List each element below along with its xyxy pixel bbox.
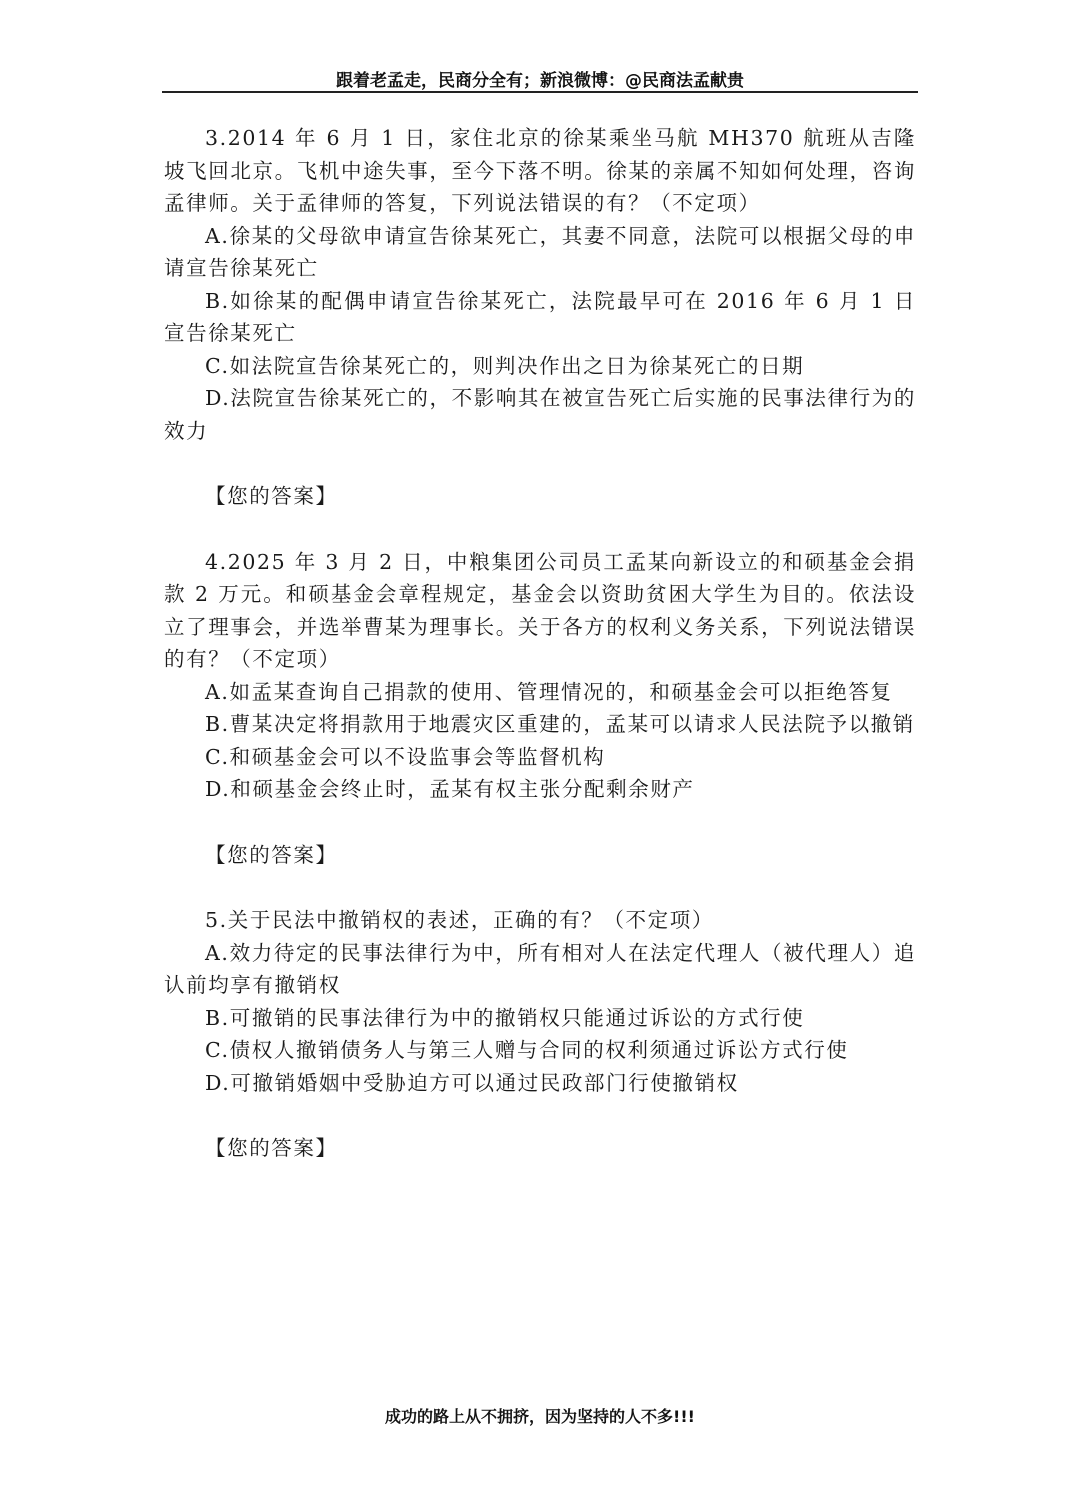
option-a: A.徐某的父母欲申请宣告徐某死亡，其妻不同意，法院可以根据父母的申请宣告徐某死亡	[164, 223, 916, 280]
option-a: A.如孟某查询自己捐款的使用、管理情况的，和硕基金会可以拒绝答复	[205, 679, 893, 704]
question-stem: 4.2025 年 3 月 2 日，中粮集团公司员工孟某向新设立的和硕基金会捐款 2 万元。和硕基金会章程规定，基金会以资助贫困大学生为目的。依法设立了理事会，并选举曹某为理事长。关于各方的权利义务关系，下列说法错误的有？（不定项）	[164, 549, 916, 671]
option-c: C.如法院宣告徐某死亡的，则判决作出之日为徐某死亡的日期	[205, 353, 805, 378]
option-b: B.曹某决定将捐款用于地震灾区重建的，孟某可以请求人民法院予以撤销	[205, 712, 915, 736]
question-3	[164, 122, 916, 513]
option-b: B.如徐某的配偶申请宣告徐某死亡，法院最早可在 2016 年 6 月 1 日宣告徐某死亡	[164, 288, 916, 345]
option-c: C.债权人撤销债务人与第三人赠与合同的权利须通过诉讼方式行使	[205, 1038, 849, 1062]
question-5	[164, 904, 916, 1165]
option-c: C.和硕基金会可以不设监事会等监督机构	[205, 744, 606, 769]
option-d: D.和硕基金会终止时，孟某有权主张分配剩余财产	[205, 777, 695, 801]
option-d: D.可撤销婚姻中受胁迫方可以通过民政部门行使撤销权	[205, 1070, 739, 1095]
answer-label: 【您的答案】	[205, 1136, 338, 1160]
question-4	[164, 546, 916, 872]
question-stem: 3.2014 年 6 月 1 日，家住北京的徐某乘坐马航 MH370 航班从吉隆坡飞回北京。飞机中途失事，至今下落不明。徐某的亲属不知如何处理，咨询孟律师。关于孟律师的答复，下列说法错误的有？（不定项）	[164, 126, 916, 215]
question-stem: 5.关于民法中撤销权的表述，正确的有？（不定项）	[205, 908, 714, 932]
page-footer: 成功的路上从不拥挤，因为坚持的人不多!!!	[385, 1407, 695, 1426]
option-d: D.法院宣告徐某死亡的，不影响其在被宣告死亡后实施的民事法律行为的效力	[164, 386, 916, 443]
answer-label: 【您的答案】	[205, 842, 338, 867]
document-body	[164, 122, 916, 1198]
option-b: B.可撤销的民事法律行为中的撤销权只能通过诉讼的方式行使	[205, 1005, 805, 1030]
option-a: A.效力待定的民事法律行为中，所有相对人在法定代理人（被代理人）追认前均享有撤销权	[164, 940, 916, 997]
answer-label: 【您的答案】	[205, 484, 338, 508]
page-header: 跟着老孟走，民商分全有；新浪微博：@民商法孟献贵	[336, 71, 744, 91]
header-divider	[162, 91, 918, 93]
